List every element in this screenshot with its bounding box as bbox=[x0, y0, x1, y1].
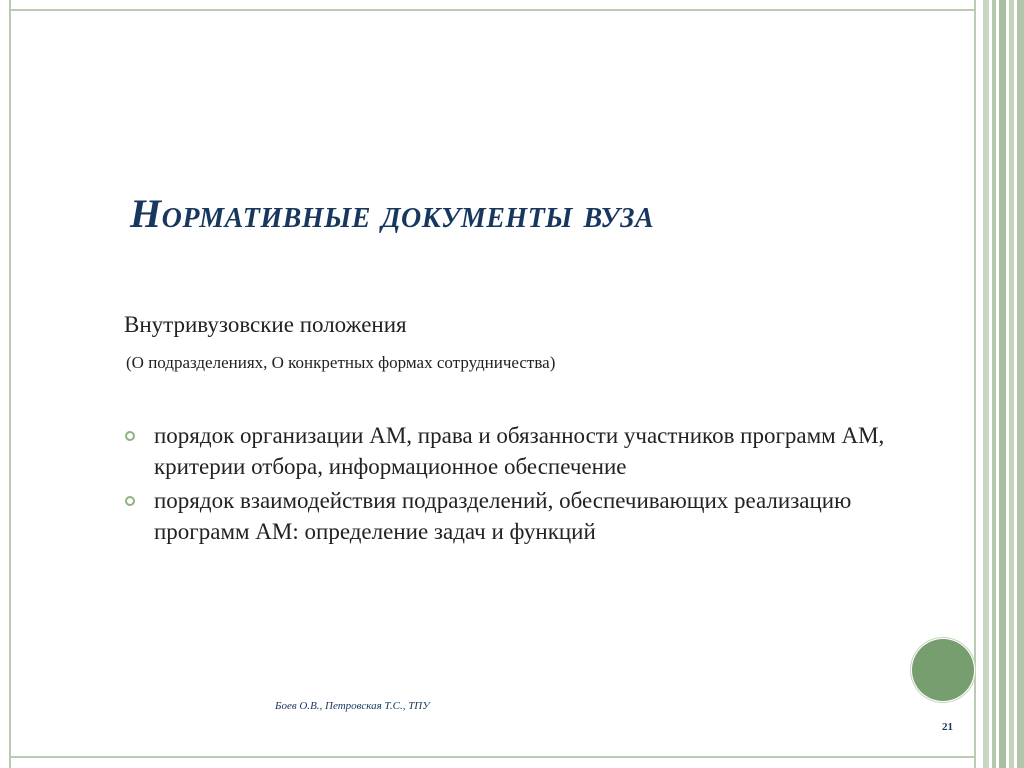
frame-top-line bbox=[9, 9, 975, 11]
slide-subtitle: Внутривузовские положения bbox=[124, 312, 407, 337]
bullet-circle-icon bbox=[125, 431, 135, 441]
bullet-text: порядок организации АМ, права и обязанности участников программ АМ, критерии отбора, информационное обеспечение bbox=[154, 423, 885, 479]
decor-stripe bbox=[992, 0, 996, 768]
frame-right-line bbox=[974, 0, 976, 768]
frame-bottom-line bbox=[9, 756, 975, 758]
page-number: 21 bbox=[942, 721, 953, 733]
decor-stripe bbox=[1009, 0, 1014, 768]
decor-stripe bbox=[1017, 0, 1024, 768]
bullet-list bbox=[124, 420, 944, 550]
bullet-circle-icon bbox=[125, 496, 135, 506]
decor-stripe bbox=[999, 0, 1006, 768]
decor-circle bbox=[912, 639, 974, 701]
frame-left-line bbox=[9, 0, 11, 768]
decor-stripe bbox=[983, 0, 989, 768]
bullet-text: порядок взаимодействия подразделений, обеспечивающих реализацию программ АМ: определение задач и функций bbox=[154, 488, 852, 544]
slide-subnote: (О подразделениях, О конкретных формах сотрудничества) bbox=[126, 353, 556, 372]
bullet-item bbox=[124, 485, 944, 547]
slide-title: Нормативные документы вуза bbox=[130, 191, 655, 236]
bullet-item bbox=[124, 420, 944, 482]
footer-author: Боев О.В., Петровская Т.С., ТПУ bbox=[275, 700, 430, 712]
